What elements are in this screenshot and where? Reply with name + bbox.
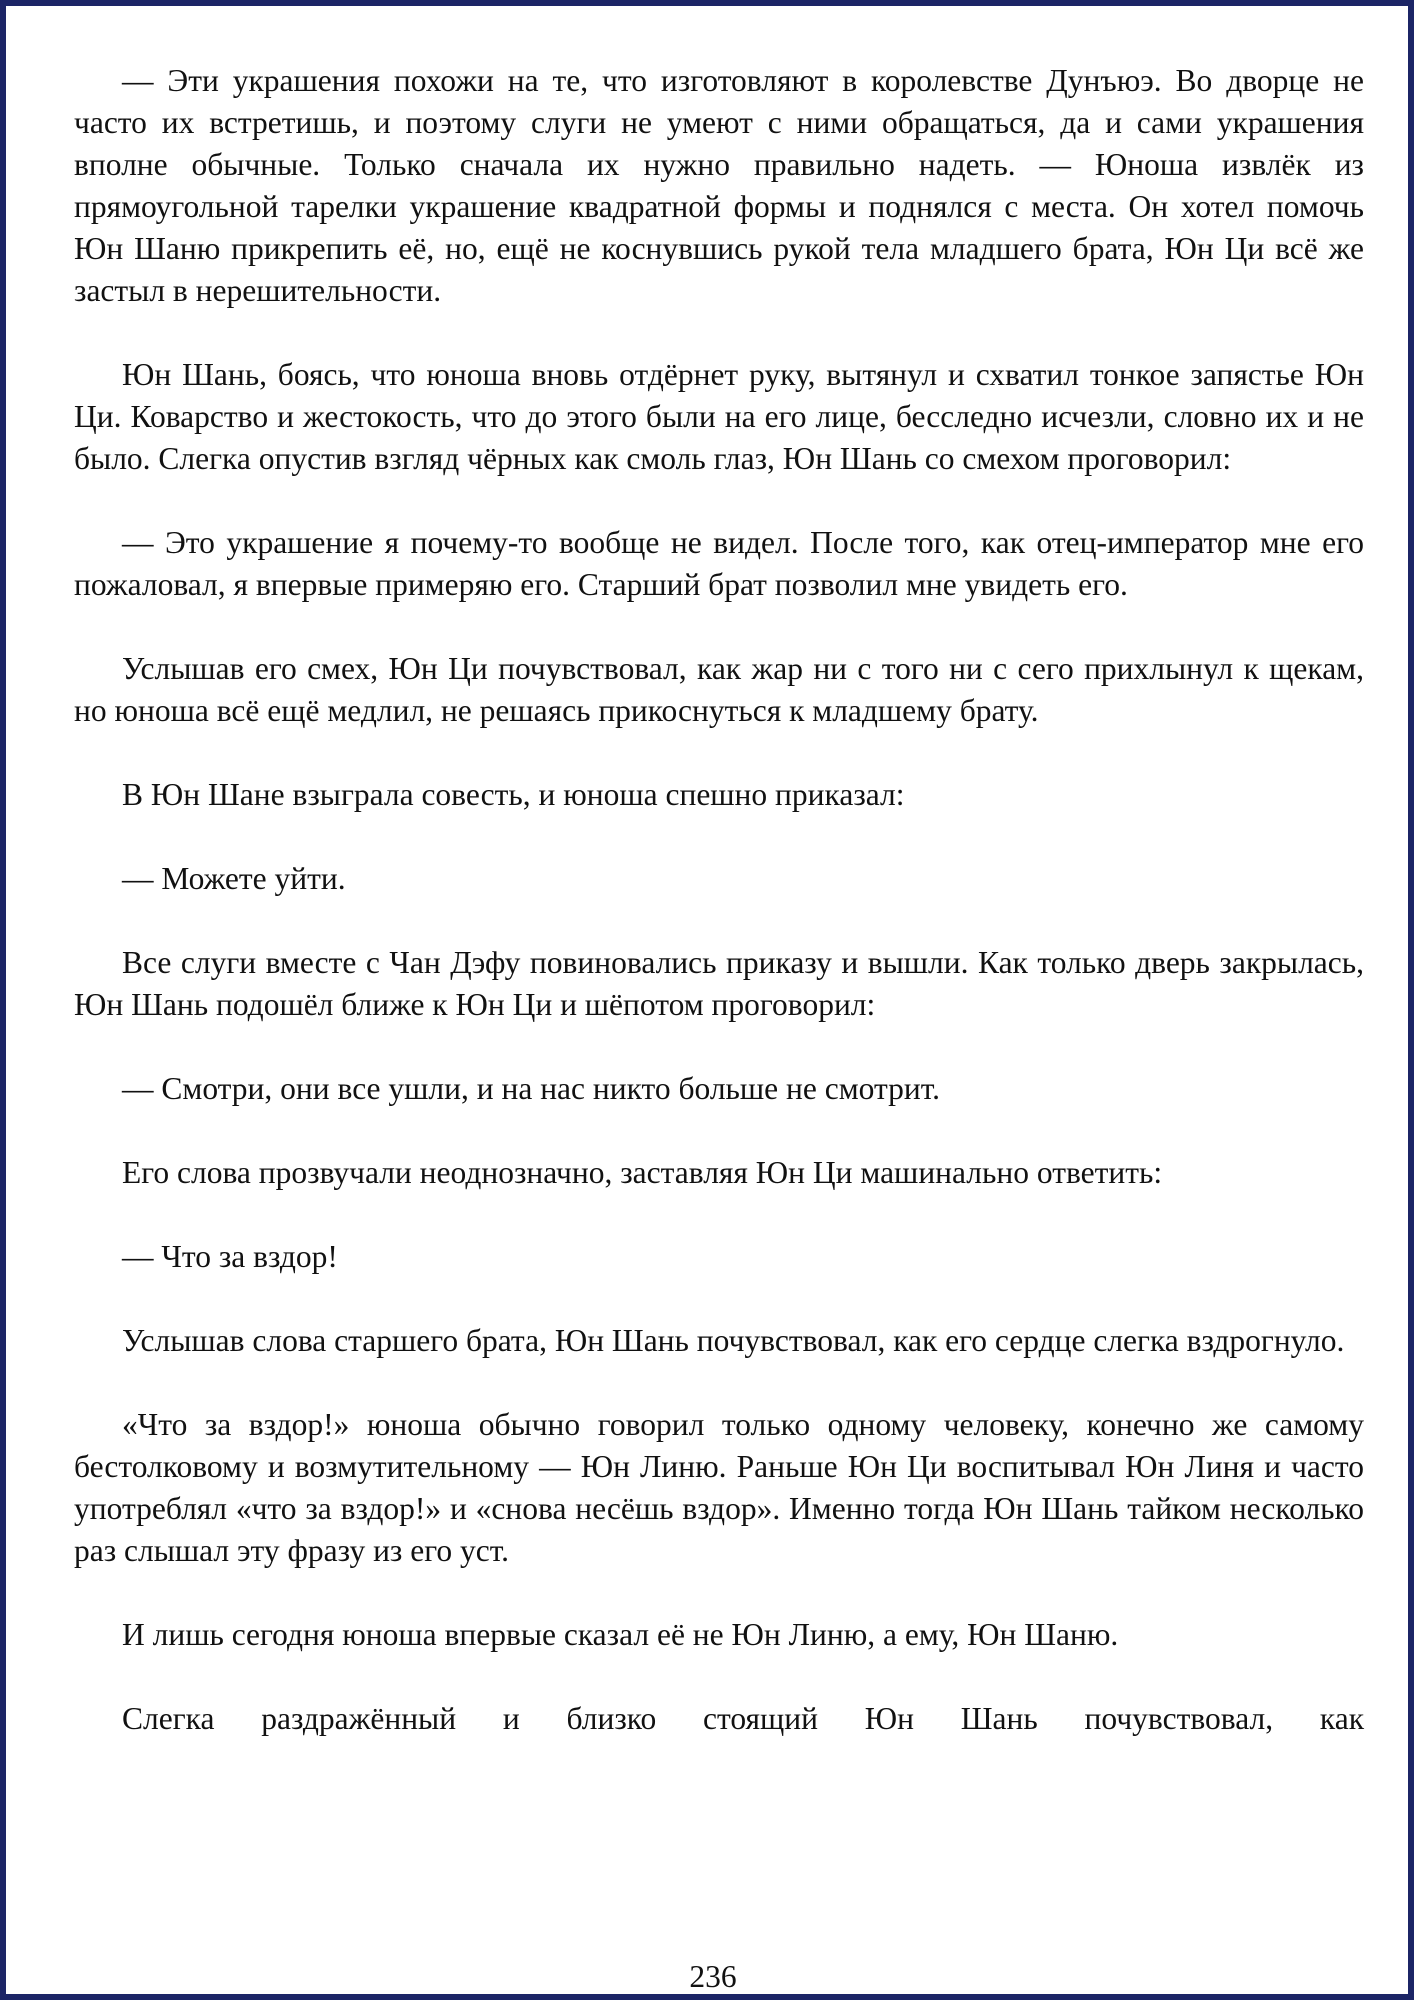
paragraph: Слегка раздражённый и близко стоящий Юн Шань почувствовал, как bbox=[122, 1701, 1364, 1736]
page-text bbox=[74, 60, 1364, 1740]
paragraph: Все слуги вместе с Чан Дэфу повиновались приказу и вышли. Как только дверь закрылась, Юн Шань подошёл ближе к Юн Ци и шёпотом проговорил: bbox=[74, 945, 1364, 1022]
paragraph: «Что за вздор!» юноша обычно говорил только одному человеку, конечно же самому бестолковому и возмутительному — Юн Линю. Раньше Юн Ци воспитывал Юн Линя и часто употреблял «что за вздор!» и «снова несёшь вздор». Именно тогда Юн Шань тайком несколько раз слышал эту фразу из его уст. bbox=[74, 1407, 1364, 1568]
paragraph: — Это украшение я почему-то вообще не видел. После того, как отец-император мне его пожаловал, я впервые примеряю его. Старший брат позволил мне увидеть его. bbox=[74, 525, 1364, 602]
paragraph: Услышав слова старшего брата, Юн Шань почувствовал, как его сердце слегка вздрогнуло. bbox=[122, 1323, 1345, 1358]
paragraph: — Можете уйти. bbox=[122, 861, 346, 896]
paragraph: — Смотри, они все ушли, и на нас никто больше не смотрит. bbox=[122, 1071, 941, 1106]
page-number: 236 bbox=[689, 1959, 737, 1994]
paragraph: — Эти украшения похожи на те, что изготовляют в королевстве Дунъюэ. Во дворце не часто их встретишь, и поэтому слуги не умеют с ними обращаться, да и сами украшения вполне обычные. Только сначала их нужно правильно надеть. — Юноша извлёк из прямоугольной тарелки украшение квадратной формы и поднялся с места. Он хотел помочь Юн Шаню прикрепить её, но, ещё не коснувшись рукой тела младшего брата, Юн Ци всё же застыл в нерешительности. bbox=[74, 63, 1364, 308]
paragraph: Его слова прозвучали неоднозначно, заставляя Юн Ци машинально ответить: bbox=[122, 1155, 1163, 1190]
paragraph: — Что за вздор! bbox=[122, 1239, 338, 1274]
paragraph: Услышав его смех, Юн Ци почувствовал, как жар ни с того ни с сего прихлынул к щекам, но юноша всё ещё медлил, не решаясь прикоснуться к младшему брату. bbox=[74, 651, 1364, 728]
paragraph: В Юн Шане взыграла совесть, и юноша спешно приказал: bbox=[122, 777, 905, 812]
paragraph: Юн Шань, боясь, что юноша вновь отдёрнет руку, вытянул и схватил тонкое запястье Юн Ци. Коварство и жестокость, что до этого были на его лице, бесследно исчезли, словно их и не было. Слегка опустив взгляд чёрных как смоль глаз, Юн Шань со смехом проговорил: bbox=[74, 357, 1364, 476]
paragraph: И лишь сегодня юноша впервые сказал её не Юн Линю, а ему, Юн Шаню. bbox=[122, 1617, 1119, 1652]
